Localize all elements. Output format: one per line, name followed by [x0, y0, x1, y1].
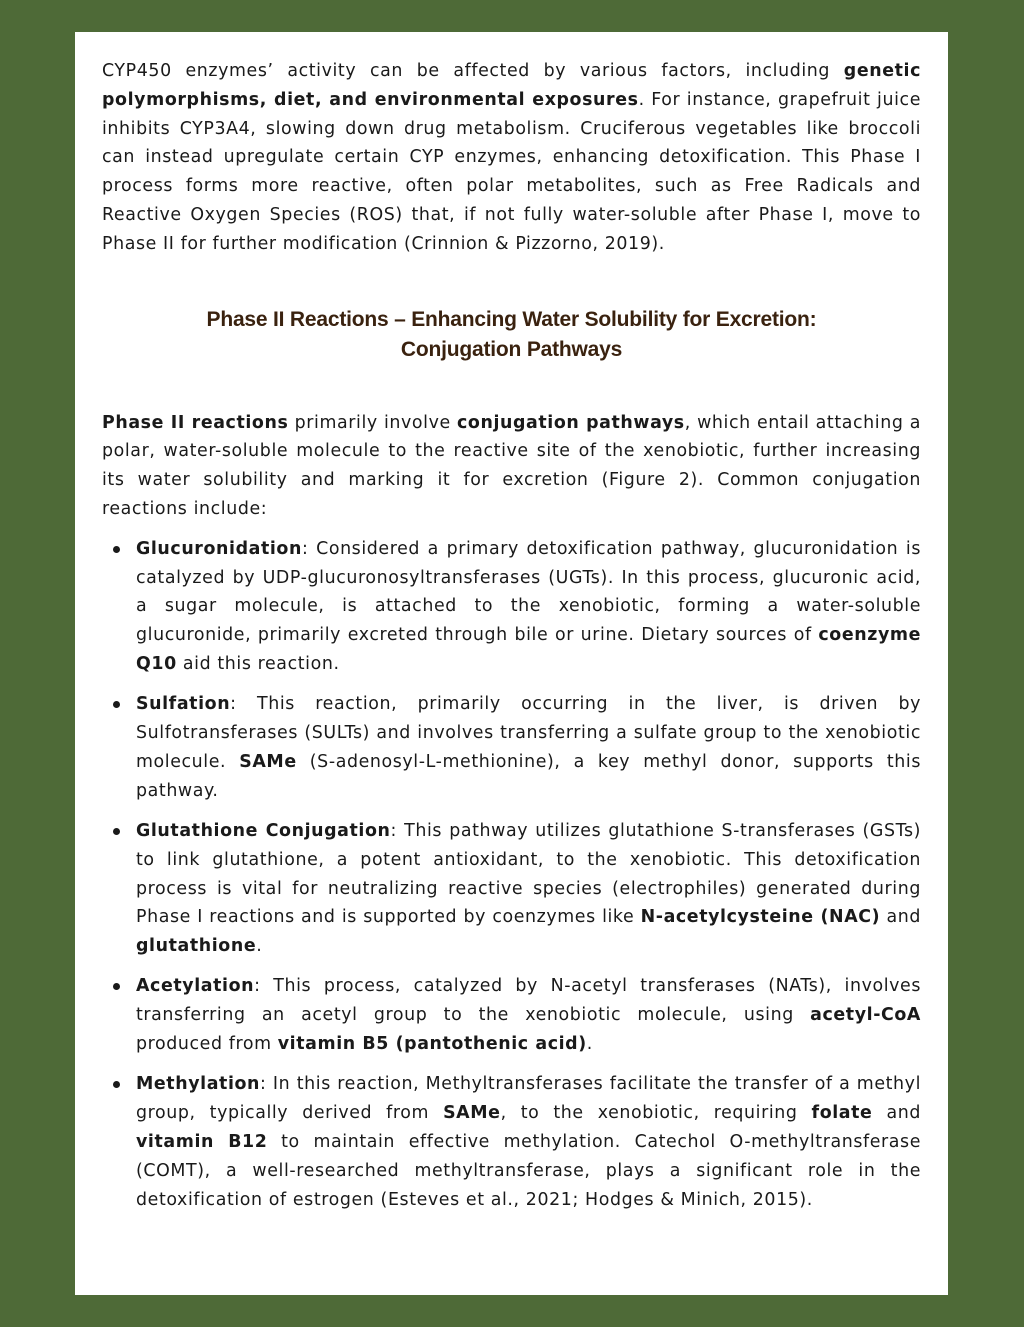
text-span: : This process, catalyzed by N-acetyl transferases (NATs), involves transferring an acetyl group to the xenobiotic molecule, using	[136, 976, 921, 1026]
bold-term: Phase II reactions	[102, 412, 289, 433]
heading-line-1: Phase II Reactions – Enhancing Water Solubility for Excretion:	[206, 307, 817, 331]
text-span: and	[872, 1103, 921, 1124]
heading-line-2: Conjugation Pathways	[400, 337, 623, 361]
bold-term: folate	[811, 1103, 873, 1124]
section-heading	[102, 305, 921, 365]
bold-term: Sulfation	[136, 694, 231, 715]
text-span: CYP450 enzymes’ activity can be affected by various factors, including	[102, 61, 844, 81]
conjugation-reactions-list	[102, 535, 921, 1215]
text-span: : Considered a primary detoxification pathway, glucuronidation is catalyzed by UDP-glucuronosyltransferases (UGTs). In this process, glucuronic acid, a sugar molecule, is attached to the xenobiotic, forming a water-soluble glucuronide, primarily excreted through bile or urine. Dietary sources of	[136, 538, 921, 646]
text-span: and	[880, 907, 921, 928]
text-span: aid this reaction.	[176, 653, 340, 674]
bold-term: Acetylation	[136, 976, 255, 997]
text-span: .	[256, 936, 263, 957]
bold-term: SAMe	[239, 751, 297, 772]
text-span: : In this reaction, Methyltransferases facilitate the transfer of a methyl group, typically derived from	[136, 1074, 921, 1124]
document-page	[75, 32, 948, 1295]
paragraph-phase-ii-intro	[102, 409, 921, 524]
text-span: , to the xenobiotic, requiring	[500, 1103, 812, 1124]
text-span: to maintain effective methylation. Catechol O-methyltransferase (COMT), a well-researched methyltransferase, plays a significant role in the detoxification of estrogen (Esteves et al., 2021; Hodges & Minich, 2015).	[136, 1131, 921, 1210]
list-item-glutathione-conjugation	[102, 817, 921, 961]
bold-term: coenzyme Q10	[136, 625, 921, 674]
text-span: : This reaction, primarily occurring in the liver, is driven by Sulfotransferases (SULTs) and involves transferring a sulfate group to the xenobiotic molecule.	[136, 694, 921, 772]
bold-term: N-acetylcysteine (NAC)	[640, 907, 881, 928]
bold-term: SAMe	[443, 1103, 501, 1124]
paragraph-cyp450-factors	[102, 57, 921, 259]
text-span: produced from	[136, 1034, 278, 1055]
bold-term: conjugation pathways	[457, 412, 685, 433]
text-span: . For instance, grapefruit juice inhibits CYP3A4, slowing down drug metabolism. Cruciferous vegetables like broccoli can instead upregulate certain CYP enzymes, enhancing detoxification. This Phase I process forms more reactive, often polar metabolites, such as Free Radicals and Reactive Oxygen Species (ROS) that, if not fully water-soluble after Phase I, move to Phase II for further modification (Crinnion & Pizzorno, 2019).	[102, 89, 921, 254]
text-span: .	[586, 1034, 593, 1055]
text-span: : This pathway utilizes glutathione S-transferases (GSTs) to link glutathione, a potent antioxidant, to the xenobiotic. This detoxification process is vital for neutralizing reactive species (electrophiles) generated during Phase I reactions and is supported by coenzymes like	[136, 820, 922, 928]
bold-term: Glucuronidation	[136, 538, 302, 559]
list-item-sulfation	[102, 690, 921, 805]
list-item-methylation	[102, 1070, 921, 1214]
bold-term: acetyl-CoA	[810, 1005, 921, 1026]
text-span: primarily involve	[288, 412, 458, 433]
text-span: , which entail attaching a polar, water-soluble molecule to the reactive site of the xenobiotic, further increasing its water solubility and marking it for excretion (Figure 2). Common conjugation reactions include:	[102, 412, 921, 519]
bold-term: vitamin B12	[136, 1131, 268, 1152]
bold-term: Methylation	[136, 1074, 261, 1095]
bold-term: Glutathione Conjugation	[136, 820, 391, 841]
bold-term: genetic polymorphisms, diet, and environmental exposures	[102, 61, 921, 110]
bold-term: glutathione	[136, 936, 257, 957]
bold-term: vitamin B5 (pantothenic acid)	[277, 1034, 587, 1055]
text-span: (S-adenosyl-L-methionine), a key methyl donor, supports this pathway.	[136, 751, 921, 801]
list-item-glucuronidation	[102, 535, 921, 679]
list-item-acetylation	[102, 972, 921, 1058]
